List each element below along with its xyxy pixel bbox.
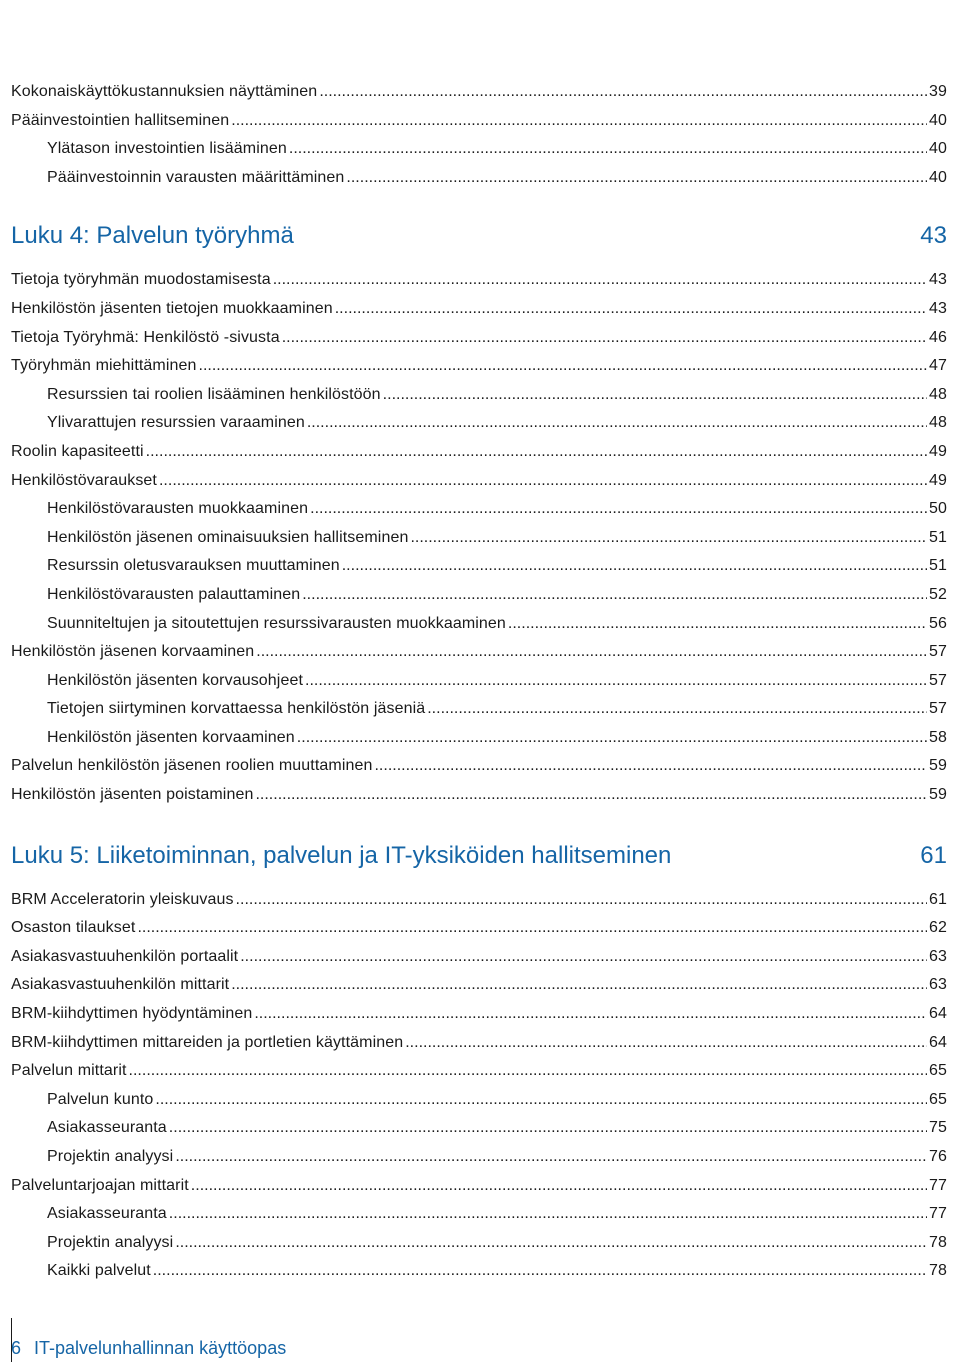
- toc-entry-page: 59: [929, 757, 947, 775]
- dot-leader: [159, 467, 927, 496]
- toc-entry-page: 57: [929, 643, 947, 661]
- footer-page-number: 6: [11, 1338, 22, 1358]
- chapter-page: 61: [920, 841, 947, 869]
- toc-entry-page: 47: [929, 357, 947, 375]
- toc-entry[interactable]: [11, 886, 947, 915]
- toc-group: [11, 886, 947, 1286]
- toc-entry-title: Asiakasvastuuhenkilön mittarit: [11, 976, 230, 994]
- toc-entry[interactable]: [11, 781, 947, 810]
- dot-leader: [169, 1114, 927, 1143]
- toc-entry-page: 46: [929, 328, 947, 346]
- toc-entry-title: Henkilöstön jäsenten poistaminen: [11, 786, 254, 804]
- toc-entry-page: 65: [929, 1090, 947, 1108]
- dot-leader: [307, 409, 927, 438]
- dot-leader: [297, 724, 927, 753]
- toc-entry-title: Pääinvestointien hallitseminen: [11, 111, 230, 129]
- toc-entry-page: 56: [929, 614, 947, 632]
- toc-entry-title: Projektin analyysi: [47, 1233, 174, 1251]
- toc-entry-page: 78: [929, 1262, 947, 1280]
- toc-entry-page: 51: [929, 528, 947, 546]
- toc-entry[interactable]: [11, 495, 947, 524]
- chapter-heading[interactable]: [11, 838, 947, 874]
- toc-entry-title: Henkilöstövaraukset: [11, 471, 157, 489]
- toc-entry[interactable]: [11, 971, 947, 1000]
- toc-entry-title: Henkilöstön jäsenten tietojen muokkaaminen: [11, 299, 333, 317]
- toc-entry[interactable]: [11, 1086, 947, 1115]
- toc-entry-title: Henkilöstön jäsenten korvausohjeet: [47, 671, 304, 689]
- toc-entry-title: Palvelun henkilöstön jäsenen roolien muuttaminen: [11, 757, 373, 775]
- dot-leader: [342, 552, 927, 581]
- dot-leader: [319, 78, 927, 107]
- toc-entry-page: 39: [929, 83, 947, 100]
- dot-leader: [405, 1029, 927, 1058]
- toc-entry[interactable]: [11, 409, 947, 438]
- toc-entry-title: Henkilöstön jäsenten korvaaminen: [47, 728, 295, 746]
- chapter-page: 43: [920, 222, 947, 250]
- toc-entry[interactable]: [11, 667, 947, 696]
- toc-entry-title: Roolin kapasiteetti: [11, 442, 144, 460]
- toc-entry[interactable]: [11, 1143, 947, 1172]
- toc-entry-title: Resurssien tai roolien lisääminen henkilöstöön: [47, 385, 381, 403]
- table-of-contents: [11, 78, 947, 1286]
- toc-entry-title: Ylivarattujen resurssien varaaminen: [47, 414, 305, 432]
- toc-entry-title: Tietojen siirtyminen korvattaessa henkilöstön jäseniä: [47, 700, 426, 718]
- toc-entry-page: 51: [929, 557, 947, 575]
- dot-leader: [335, 295, 927, 324]
- toc-entry[interactable]: [11, 1172, 947, 1201]
- toc-entry-title: Palveluntarjoajan mittarit: [11, 1176, 189, 1194]
- toc-entry[interactable]: [11, 552, 947, 581]
- toc-entry[interactable]: [11, 266, 947, 295]
- toc-entry-page: 62: [929, 919, 947, 937]
- toc-entry-title: Asiakasseuranta: [47, 1205, 167, 1223]
- dot-leader: [153, 1257, 927, 1286]
- dot-leader: [289, 135, 927, 164]
- toc-entry-page: 77: [929, 1205, 947, 1223]
- toc-entry[interactable]: [11, 610, 947, 639]
- toc-entry-title: Asiakasvastuuhenkilön portaalit: [11, 947, 239, 965]
- dot-leader: [175, 1143, 927, 1172]
- dot-leader: [346, 164, 927, 193]
- toc-entry-page: 43: [929, 299, 947, 317]
- dot-leader: [255, 781, 927, 810]
- dot-leader: [427, 695, 927, 724]
- toc-entry-title: BRM-kiihdyttimen mittareiden ja portletien käyttäminen: [11, 1033, 404, 1051]
- toc-entry-page: 40: [929, 168, 947, 186]
- dot-leader: [508, 610, 927, 639]
- dot-leader: [282, 324, 927, 353]
- toc-entry[interactable]: [11, 638, 947, 667]
- toc-entry[interactable]: [11, 1229, 947, 1258]
- toc-entry-page: 75: [929, 1119, 947, 1137]
- toc-entry-title: Osaston tilaukset: [11, 919, 136, 937]
- toc-entry[interactable]: [11, 524, 947, 553]
- toc-entry[interactable]: [11, 164, 947, 193]
- toc-entry-page: 65: [929, 1062, 947, 1080]
- toc-entry[interactable]: [11, 1200, 947, 1229]
- toc-entry[interactable]: [11, 724, 947, 753]
- toc-entry-title: Kaikki palvelut: [47, 1262, 151, 1280]
- dot-leader: [199, 352, 928, 381]
- toc-entry[interactable]: [11, 1114, 947, 1143]
- toc-entry-page: 76: [929, 1148, 947, 1165]
- toc-entry[interactable]: [11, 352, 947, 381]
- dot-leader: [231, 107, 927, 136]
- toc-entry[interactable]: [11, 135, 947, 164]
- dot-leader: [374, 752, 927, 781]
- dot-leader: [310, 495, 927, 524]
- toc-entry[interactable]: [11, 1000, 947, 1029]
- toc-entry-page: 59: [929, 786, 947, 804]
- toc-entry[interactable]: [11, 381, 947, 410]
- toc-entry[interactable]: [11, 295, 947, 324]
- toc-entry-title: Tietoja työryhmän muodostamisesta: [11, 271, 271, 289]
- toc-entry-page: 58: [929, 728, 947, 746]
- toc-entry[interactable]: [11, 324, 947, 353]
- toc-entry[interactable]: [11, 107, 947, 136]
- toc-entry[interactable]: [11, 914, 947, 943]
- toc-entry-title: Henkilöstövarausten palauttaminen: [47, 585, 301, 603]
- toc-entry-page: 78: [929, 1233, 947, 1251]
- toc-group: [11, 266, 947, 809]
- toc-entry-title: BRM-kiihdyttimen hyödyntäminen: [11, 1005, 253, 1023]
- chapter-title: Luku 5: Liiketoiminnan, palvelun ja IT-yksiköiden hallitseminen: [11, 841, 672, 869]
- toc-entry-title: Tietoja Työryhmä: Henkilöstö -sivusta: [11, 328, 280, 346]
- toc-entry-page: 63: [929, 947, 947, 965]
- toc-entry[interactable]: [11, 438, 947, 467]
- dot-leader: [146, 438, 927, 467]
- dot-leader: [169, 1200, 927, 1229]
- toc-group: [11, 78, 947, 192]
- toc-entry-title: Ylätason investointien lisääminen: [47, 140, 287, 158]
- toc-entry-page: 61: [929, 890, 947, 908]
- toc-entry-page: 49: [929, 442, 947, 460]
- toc-entry-page: 57: [929, 671, 947, 689]
- toc-entry-title: Resurssin oletusvarauksen muuttaminen: [47, 557, 340, 575]
- toc-entry-page: 40: [929, 111, 947, 129]
- dot-leader: [254, 1000, 927, 1029]
- toc-entry-page: 49: [929, 471, 947, 489]
- dot-leader: [256, 638, 927, 667]
- dot-leader: [231, 971, 927, 1000]
- toc-entry[interactable]: [11, 1257, 947, 1286]
- toc-entry-title: Pääinvestoinnin varausten määrittäminen: [47, 168, 345, 186]
- toc-entry-page: 64: [929, 1005, 947, 1023]
- dot-leader: [410, 524, 927, 553]
- toc-entry-title: Asiakasseuranta: [47, 1119, 167, 1137]
- toc-entry-page: 63: [929, 976, 947, 994]
- dot-leader: [383, 381, 927, 410]
- toc-entry-page: 52: [929, 585, 947, 603]
- toc-entry-page: 50: [929, 500, 947, 518]
- toc-entry[interactable]: [11, 695, 947, 724]
- toc-entry[interactable]: [11, 467, 947, 496]
- toc-entry-title: Kokonaiskäyttökustannuksien näyttäminen: [11, 83, 318, 100]
- toc-entry-page: 40: [929, 140, 947, 158]
- dot-leader: [191, 1172, 927, 1201]
- toc-entry-page: 43: [929, 271, 947, 289]
- page-footer: [11, 1338, 286, 1359]
- footer-title: IT-palvelunhallinnan käyttöopas: [34, 1338, 287, 1358]
- dot-leader: [236, 886, 927, 915]
- toc-entry[interactable]: [11, 1057, 947, 1086]
- toc-entry-title: Henkilöstön jäsenen ominaisuuksien hallitseminen: [47, 528, 409, 546]
- toc-entry-page: 48: [929, 385, 947, 403]
- dot-leader: [155, 1086, 927, 1115]
- chapter-title: Luku 4: Palvelun työryhmä: [11, 222, 294, 250]
- toc-entry-title: Suunniteltujen ja sitoutettujen resurssivarausten muokkaaminen: [47, 614, 506, 632]
- toc-entry[interactable]: [11, 581, 947, 610]
- dot-leader: [273, 266, 927, 295]
- toc-entry-title: BRM Acceleratorin yleiskuvaus: [11, 890, 234, 908]
- toc-entry-page: 77: [929, 1176, 947, 1194]
- dot-leader: [129, 1057, 927, 1086]
- toc-entry-title: Henkilöstövarausten muokkaaminen: [47, 500, 309, 518]
- toc-entry-page: 64: [929, 1033, 947, 1051]
- toc-entry-title: Työryhmän miehittäminen: [11, 357, 197, 375]
- toc-entry-page: 48: [929, 414, 947, 432]
- dot-leader: [240, 943, 927, 972]
- toc-entry-title: Henkilöstön jäsenen korvaaminen: [11, 643, 255, 661]
- toc-entry-title: Projektin analyysi: [47, 1148, 174, 1165]
- dot-leader: [175, 1229, 927, 1258]
- toc-entry[interactable]: [11, 752, 947, 781]
- toc-entry-page: 57: [929, 700, 947, 718]
- toc-entry[interactable]: [11, 943, 947, 972]
- toc-entry[interactable]: [11, 78, 947, 107]
- toc-entry-title: Palvelun mittarit: [11, 1062, 127, 1080]
- dot-leader: [137, 914, 927, 943]
- dot-leader: [302, 581, 927, 610]
- dot-leader: [305, 667, 927, 696]
- toc-entry-title: Palvelun kunto: [47, 1090, 154, 1108]
- toc-entry[interactable]: [11, 1029, 947, 1058]
- chapter-heading[interactable]: [11, 218, 947, 254]
